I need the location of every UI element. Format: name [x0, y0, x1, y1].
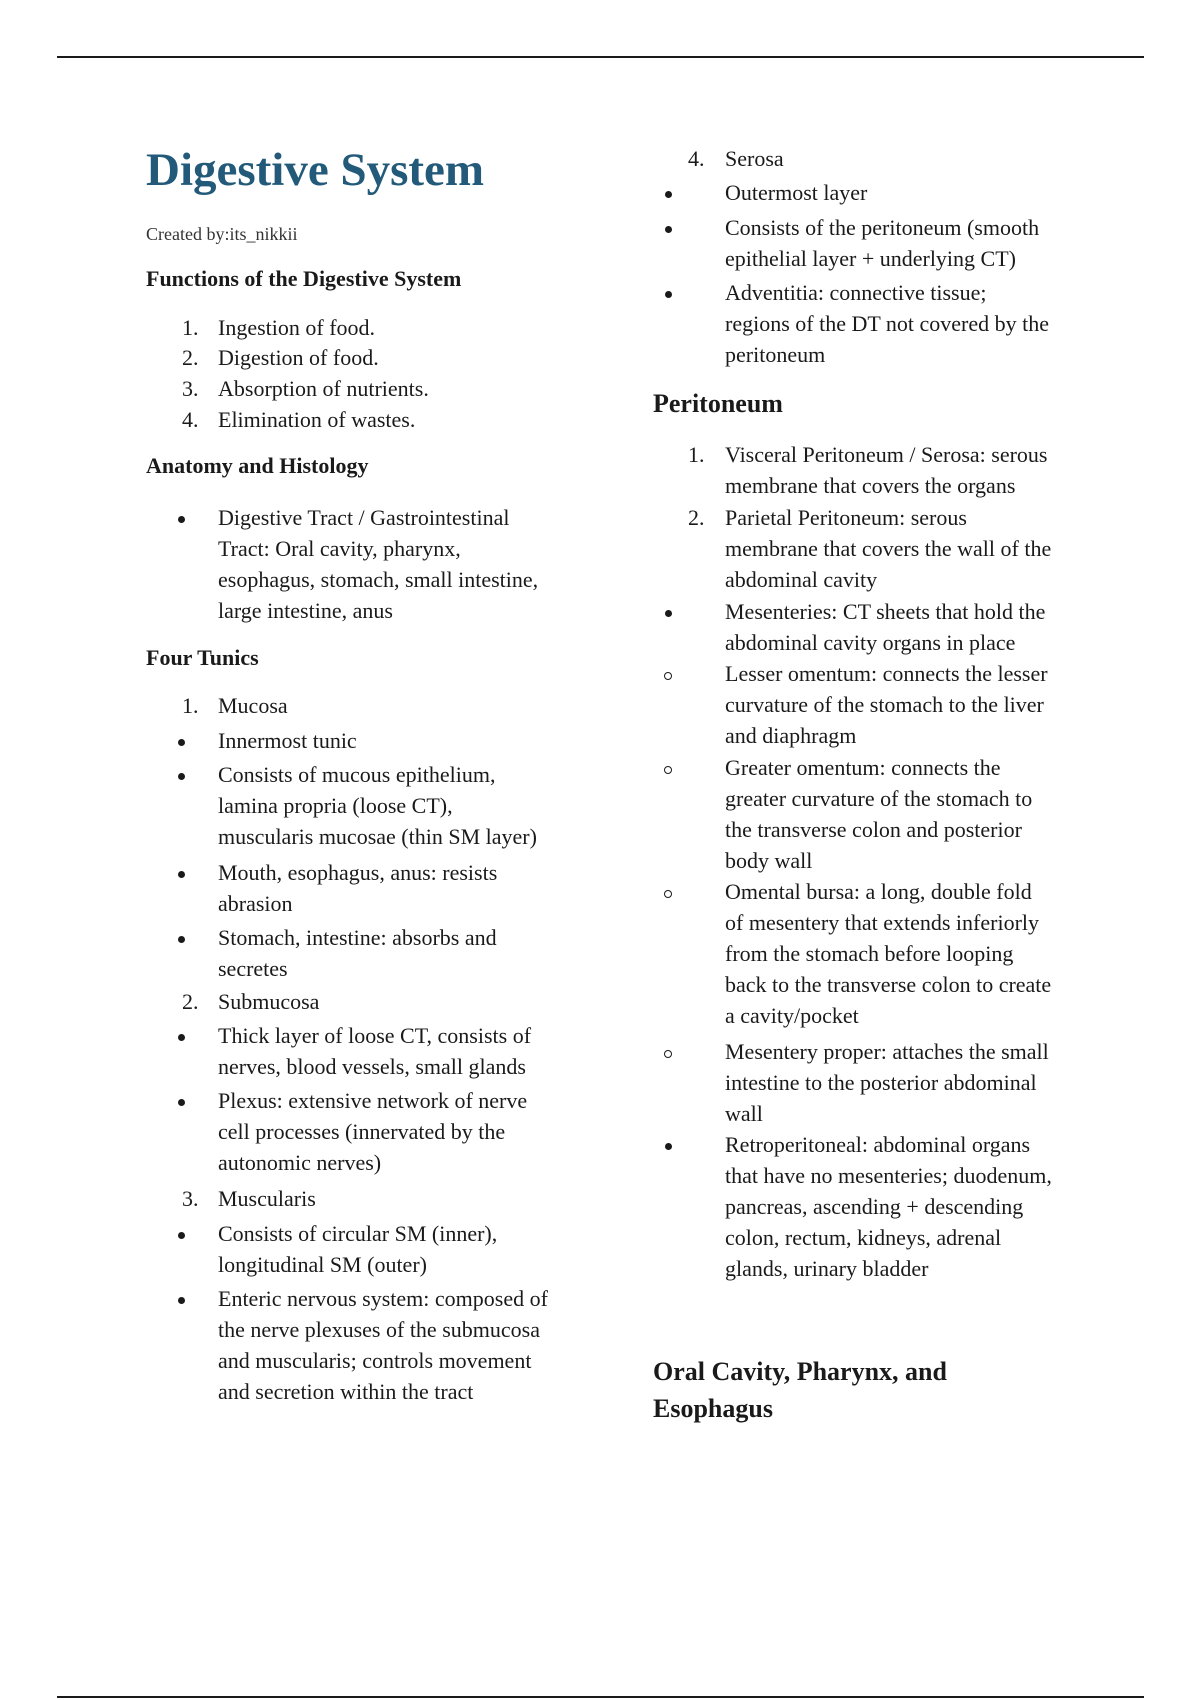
- list-number: 1.: [182, 693, 199, 718]
- list-item-text: Visceral Peritoneum / Serosa: serous: [725, 442, 1048, 467]
- list-number: 1.: [688, 442, 705, 467]
- list-item-text: peritoneum: [725, 342, 826, 367]
- list-item-text: of mesentery that extends inferiorly: [725, 910, 1040, 935]
- list-item-text: Consists of the peritoneum (smooth: [725, 215, 1040, 240]
- list-item-text: Innermost tunic: [218, 728, 357, 753]
- list-item-text: regions of the DT not covered by the: [725, 311, 1050, 336]
- list-item-text: lamina propria (loose CT),: [218, 793, 453, 818]
- footer-rule: [57, 1696, 1144, 1698]
- list-item-text: Serosa: [725, 146, 784, 171]
- bullet-icon: [178, 1232, 185, 1239]
- circle-bullet-icon: [664, 890, 672, 898]
- list-item-text: abdominal cavity organs in place: [725, 630, 1016, 655]
- list-item-text: longitudinal SM (outer): [218, 1252, 427, 1277]
- list-item-text: membrane that covers the organs: [725, 473, 1016, 498]
- list-item-text: Lesser omentum: connects the lesser: [725, 661, 1048, 686]
- anatomy-heading: Anatomy and Histology: [146, 453, 369, 478]
- list-item-text: cell processes (innervated by the: [218, 1119, 506, 1144]
- list-number: 4.: [688, 146, 705, 171]
- bullet-icon: [665, 291, 672, 298]
- list-item-text: autonomic nerves): [218, 1150, 382, 1175]
- bullet-icon: [665, 610, 672, 617]
- byline: Created by:its_nikkii: [146, 224, 298, 244]
- circle-bullet-icon: [664, 766, 672, 774]
- list-item-text: Mouth, esophagus, anus: resists: [218, 860, 498, 885]
- list-item-text: Consists of mucous epithelium,: [218, 762, 496, 787]
- list-item-text: Submucosa: [218, 989, 320, 1014]
- list-item-text: Plexus: extensive network of nerve: [218, 1088, 528, 1113]
- list-item-text: and muscularis; controls movement: [218, 1348, 532, 1373]
- bullet-icon: [178, 739, 185, 746]
- circle-bullet-icon: [664, 1050, 672, 1058]
- list-item-text: secretes: [218, 956, 288, 981]
- list-item-text: Retroperitoneal: abdominal organs: [725, 1132, 1031, 1157]
- list-item-text: membrane that covers the wall of the: [725, 536, 1052, 561]
- bullet-icon: [665, 191, 672, 198]
- list-item-text: Greater omentum: connects the: [725, 755, 1001, 780]
- list-item-text: the nerve plexuses of the submucosa: [218, 1317, 540, 1342]
- bullet-icon: [665, 226, 672, 233]
- bullet-icon: [178, 1034, 185, 1041]
- bullet-icon: [178, 1297, 185, 1304]
- list-item-text: the transverse colon and posterior: [725, 817, 1022, 842]
- list-number: 3.: [182, 1186, 199, 1211]
- list-item-text: Mesentery proper: attaches the small: [725, 1039, 1049, 1064]
- oral-cavity-heading: Oral Cavity, Pharynx, and Esophagus: [653, 1357, 947, 1423]
- list-number: 2.: [688, 505, 705, 530]
- bullet-icon: [178, 773, 185, 780]
- list-item-text: glands, urinary bladder: [725, 1256, 929, 1281]
- circle-bullet-icon: [664, 672, 672, 680]
- list-item-text: that have no mesenteries; duodenum,: [725, 1163, 1052, 1188]
- list-item-text: and secretion within the tract: [218, 1379, 474, 1404]
- list-item-text: abdominal cavity: [725, 567, 878, 592]
- list-item-text: Stomach, intestine: absorbs and: [218, 925, 497, 950]
- list-item-text: and diaphragm: [725, 723, 857, 748]
- list-item-text: Adventitia: connective tissue;: [725, 280, 987, 305]
- list-item-text: muscularis mucosae (thin SM layer): [218, 824, 537, 849]
- list-item-text: Outermost layer: [725, 180, 868, 205]
- list-item-text: Consists of circular SM (inner),: [218, 1221, 498, 1246]
- bullet-icon: [178, 1099, 185, 1106]
- page-title: Digestive System: [146, 144, 485, 196]
- list-item-text: Muscularis: [218, 1186, 316, 1211]
- list-item-text: back to the transverse colon to create: [725, 972, 1052, 997]
- list-item-text: Mucosa: [218, 693, 288, 718]
- list-item-text: nerves, blood vessels, small glands: [218, 1054, 526, 1079]
- list-number: 2.: [182, 989, 199, 1014]
- list-item-text: colon, rectum, kidneys, adrenal: [725, 1225, 1002, 1250]
- list-item-text: a cavity/pocket: [725, 1003, 859, 1028]
- bullet-icon: [178, 871, 185, 878]
- list-item-text: greater curvature of the stomach to: [725, 786, 1033, 811]
- tunics-heading: Four Tunics: [146, 645, 259, 670]
- list-item-text: Mesenteries: CT sheets that hold the: [725, 599, 1046, 624]
- peritoneum-heading: Peritoneum: [653, 389, 783, 418]
- list-item-text: abrasion: [218, 891, 293, 916]
- bullet-icon: [665, 1143, 672, 1150]
- header-rule: [57, 56, 1144, 58]
- functions-heading: Functions of the Digestive System: [146, 266, 462, 291]
- list-item-text: intestine to the posterior abdominal: [725, 1070, 1037, 1095]
- list-item-text: Omental bursa: a long, double fold: [725, 879, 1032, 904]
- bullet-icon: [178, 936, 185, 943]
- list-item-text: Parietal Peritoneum: serous: [725, 505, 967, 530]
- list-item-text: Enteric nervous system: composed of: [218, 1286, 548, 1311]
- bullet-icon: [178, 516, 185, 523]
- list-item-text: curvature of the stomach to the liver: [725, 692, 1044, 717]
- list-item-text: wall: [725, 1101, 763, 1126]
- list-item-text: Thick layer of loose CT, consists of: [218, 1023, 532, 1048]
- list-item-text: epithelial layer + underlying CT): [725, 246, 1016, 271]
- list-item-text: pancreas, ascending + descending: [725, 1194, 1024, 1219]
- list-item-text: body wall: [725, 848, 813, 873]
- list-item-text: from the stomach before looping: [725, 941, 1014, 966]
